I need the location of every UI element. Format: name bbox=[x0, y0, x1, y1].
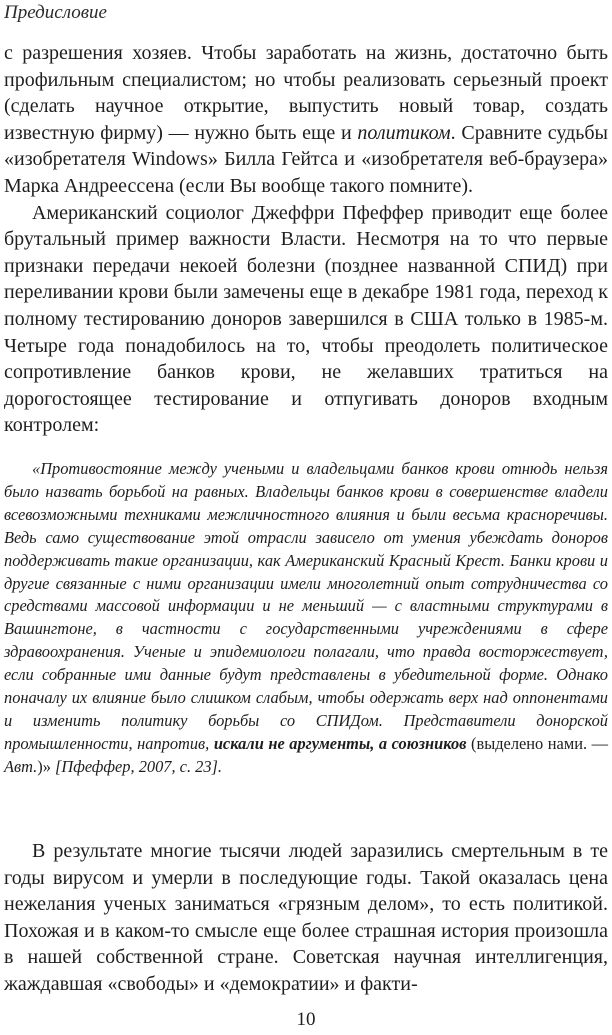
page-number: 10 bbox=[296, 1009, 316, 1030]
paragraph-1 bbox=[4, 40, 608, 200]
paragraph-2: Американский социолог Джеффри Пфеффер приводит еще более брутальный пример важности Власти. Несмотря на то что первые признаки передачи некоей болезни (позднее названной СПИД) при переливании крови были замечены еще в декабре 1981 года, переход к полному тестированию доноров завершился в США только в 1985-м. Четыре года понадобилось на то, чтобы преодолеть политическое сопротивление банков крови, не желавших тратиться на дорогостоящее тестирование и отпугивать доноров входным контролем: bbox=[4, 201, 608, 437]
main-text-top bbox=[4, 40, 608, 439]
quote-body bbox=[4, 458, 608, 779]
paragraph-3: В результате многие тысячи людей заразились смертельным в те годы вирусом и умерли в последующие годы. Такой оказалась цена нежелания ученых заниматься «грязным делом», то есть политикой. Похожая и в каком-то смысле еще более страшная история произошла в нашей собственной стране. Советская научная интеллигенция, жаждавшая «свободы» и «демократии» и факти- bbox=[4, 840, 608, 995]
quote-text: «Противостояние между учеными и владельцами банков крови отнюдь нельзя было назвать борьбой на равных. Владельцы банков крови в совершенстве владели всевозможными техниками межличностного влияния и были весьма красноречивы. Ведь само существование этой отрасли зависело от умения убеждать доноров поддерживать такие организации, как Американский Красный Крест. Банки крови и другие связанные с ними организации имели многолетний опыт сотрудничества со средствами массовой информации и не меньший — с властными структурами в Вашингтоне, в частности с государственными учреждениями в сфере здравоохранения. Ученые и эпидемиологи полагали, что правда восторжествует, если собранные ими данные будут представлены в убедительной форме. Однако поначалу их влияние было слишком слабым, чтобы одержать верх над оппонентами и изменить политику борьбы со СПИДом. Представители донорской промышленности, напротив, bbox=[4, 459, 608, 753]
quote-citation: [Пфеффер, 2007, с. 23]. bbox=[55, 756, 223, 776]
book-page bbox=[4, 0, 608, 1035]
quote-note-author: Авт. bbox=[4, 756, 38, 776]
block-quote bbox=[4, 458, 608, 779]
running-header: Предисловие bbox=[4, 2, 107, 23]
paragraph-1-emphasis: политиком bbox=[357, 121, 451, 144]
quote-note: (выделено нами. — bbox=[466, 733, 608, 753]
quote-note-end: )» bbox=[37, 756, 51, 776]
paragraph-1-text-b: . Сравните судьбы «изобретателя Windows» Билла Гейтса и «изобретателя веб-браузера» Марка Андреессена (если Вы вообще такого помните). bbox=[4, 121, 608, 197]
main-text-bottom bbox=[4, 838, 608, 998]
paragraph-1-text-a: с разрешения хозяев. Чтобы заработать на жизнь, достаточно быть профильным специалистом; но чтобы реализовать серьезный проект (сделать научное открытие, выпустить новый товар, создать известную фирму) — нужно быть еще и bbox=[4, 42, 608, 144]
quote-bold-emphasis: искали не аргументы, а союзников bbox=[213, 733, 467, 753]
